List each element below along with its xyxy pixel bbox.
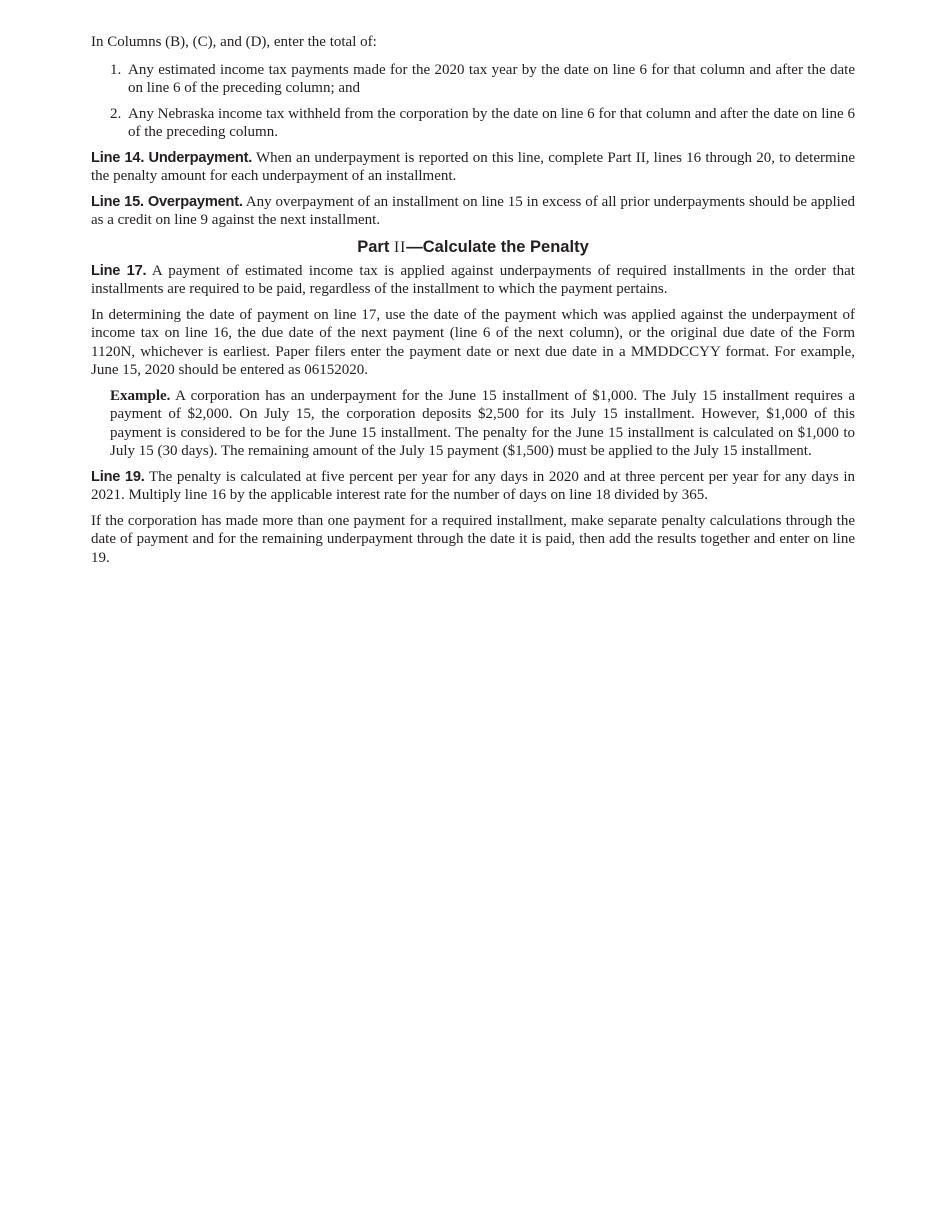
line19-detail-paragraph: If the corporation has made more than one payment for a required installment, make separate penalty calculations through the date of payment and for the remaining underpayment through the date it is paid, then add the results together and enter on line 19.	[91, 512, 855, 566]
line15-paragraph	[91, 193, 855, 230]
line14-text: When an underpayment is reported on this line, complete Part II, lines 16 through 20, to determine the penalty amount for each underpayment of an installment.	[91, 149, 855, 184]
columns-intro: In Columns (B), (C), and (D), enter the total of:	[91, 34, 377, 50]
line17-detail-paragraph: In determining the date of payment on line 17, use the date of the payment which was applied against the underpayment of income tax on line 16, the due date of the next payment (line 6 of the next column), or the original due date of the Form 1120N, whichever is earliest. Paper filers enter the payment date or next due date in a MMDDCCYY format. For example, June 15, 2020 should be entered as 06152020.	[91, 306, 855, 378]
list-item-text: Any estimated income tax payments made for the 2020 tax year by the date on line 6 for that column and after the date on line 6 of the preceding column; and	[128, 61, 855, 96]
line19-text: The penalty is calculated at five percent per year for any days in 2020 and at three percent per year for any days in 2021. Multiply line 16 by the applicable interest rate for the number of days on line 18 divided by 365.	[91, 468, 856, 503]
list-item	[91, 105, 855, 142]
list-item-text: Any Nebraska income tax withheld from the corporation by the date on line 6 for that column and after the date on line 6 of the preceding column.	[128, 105, 855, 140]
line15-text: Any overpayment of an installment on line 15 in excess of all prior underpayments should be applied as a credit on line 9 against the next installment.	[91, 193, 855, 228]
line19-paragraph	[91, 468, 855, 505]
list-item-number: 2.	[110, 105, 122, 122]
list-item	[91, 61, 855, 98]
part2-section-title	[91, 237, 855, 258]
line17-text: A payment of estimated income tax is applied against underpayments of required installments in the order that installments are required to be paid, regardless of the installment to which the payment pertains.	[91, 262, 855, 297]
part2-prefix: Part	[357, 237, 394, 256]
example-text: A corporation has an underpayment for the June 15 installment of $1,000. The July 15 installment requires a payment of $2,000. On July 15, the corporation deposits $2,500 for its July 15 installment. However, $1,000 of this payment is considered to be for the June 15 installment. The penalty for the June 15 installment is calculated on $1,000 to July 15 (30 days). The remaining amount of the July 15 payment ($1,500) must be applied to the July 15 installment.	[110, 387, 855, 459]
example-label: Example.	[110, 387, 171, 404]
instructions-page	[91, 33, 855, 574]
line14-paragraph	[91, 149, 855, 186]
example-paragraph	[110, 387, 855, 461]
line19-heading: Line 19.	[91, 468, 145, 485]
list-item-number: 1.	[110, 61, 122, 78]
line15-heading: Line 15. Overpayment.	[91, 193, 243, 210]
part2-roman: II	[393, 238, 407, 256]
line14-heading: Line 14. Underpayment.	[91, 149, 253, 166]
payment-list	[91, 61, 855, 142]
part2-suffix: —Calculate the Penalty	[406, 237, 589, 256]
line17-paragraph	[91, 262, 855, 299]
line17-heading: Line 17.	[91, 262, 147, 279]
